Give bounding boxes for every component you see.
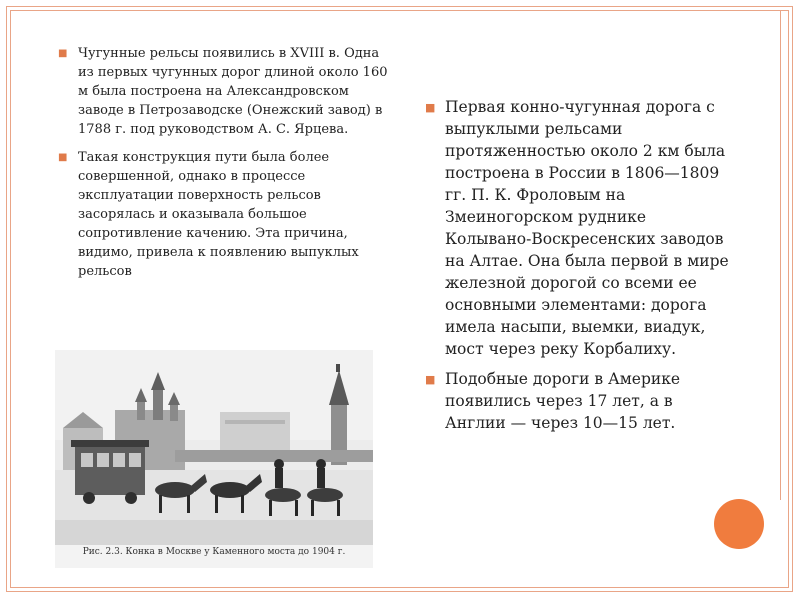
right-bullet-text: Подобные дороги в Америке появились через 17 лет, а в Англии — через 10—15 лет. bbox=[445, 370, 681, 432]
left-bullet-text: Чугунные рельсы появились в XVIII в. Одна из первых чугунных дорог длиной около 160 м была построена на Александровском заводе в Петрозаводске (Онежский завод) в 1788 г. под руководством А. С. Ярцева. bbox=[78, 46, 388, 137]
historical-photo bbox=[55, 350, 373, 568]
left-bullet-text: Такая конструкция пути была более совершенной, однако в процессе эксплуатации поверхность рельсов засорялась и оказывала большое сопротивление качению. Эта причина, видимо, привела к появлению выпуклых рельсов bbox=[78, 150, 359, 279]
photo-caption: Рис. 2.3. Конка в Москве у Каменного моста до 1904 г. bbox=[82, 547, 346, 557]
bullet-icon: ■ bbox=[425, 101, 436, 114]
left-bullet-2 bbox=[58, 148, 398, 281]
bullet-icon: ■ bbox=[58, 48, 68, 59]
bullet-icon: ■ bbox=[58, 152, 68, 163]
right-bullet-1 bbox=[425, 96, 730, 360]
left-text-column bbox=[58, 44, 398, 290]
right-bullet-text: Первая конно-чугунная дорога с выпуклыми рельсами протяженностью около 2 км была построена в России в 1806—1809 гг. П. К. Фроловым на Змеиногорском руднике Колывано-Воскресенских заводов на Алтае. Она была первой в мире железной дорогой со всеми ее основными элементами: дорога имела насыпи, выемки, виадук, мост через реку Корбалиху. bbox=[445, 98, 729, 358]
right-text-column bbox=[425, 96, 730, 442]
horse-tram-illustration bbox=[55, 350, 373, 545]
decorative-circle bbox=[714, 499, 764, 549]
left-bullet-1 bbox=[58, 44, 398, 139]
decorative-line bbox=[780, 10, 781, 500]
right-bullet-2 bbox=[425, 368, 730, 434]
bullet-icon: ■ bbox=[425, 373, 436, 386]
